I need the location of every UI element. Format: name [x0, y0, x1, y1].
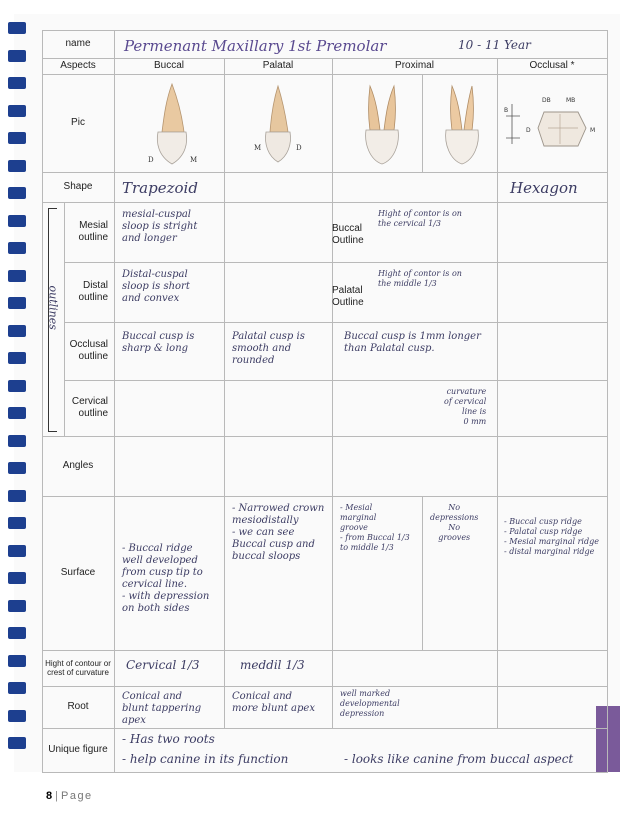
spiral-binding [8, 22, 26, 772]
unique-figure-line3: - looks like canine from buccal aspect [344, 752, 574, 766]
tooth-title: Permenant Maxillary 1st Premolar [124, 37, 387, 55]
binding-ring [8, 270, 26, 282]
distal-tooth-illustration [434, 80, 490, 168]
occlusal-mark-d: D [526, 127, 531, 134]
name-label: name [65, 38, 91, 49]
binding-ring [8, 325, 26, 337]
binding-ring [8, 490, 26, 502]
binding-ring [8, 600, 26, 612]
binding-ring [8, 160, 26, 172]
binding-ring [8, 517, 26, 529]
binding-ring [8, 737, 26, 749]
binding-ring [8, 77, 26, 89]
unique-figure-label: Unique figure [48, 744, 108, 755]
aspects-label: Aspects [60, 60, 96, 71]
outlines-brace-label: outlines [46, 285, 60, 330]
hight-of-contour-buccal: Cervical 1/3 [126, 658, 200, 672]
occlusal-mark-mb: MB [566, 97, 576, 104]
binding-ring [8, 215, 26, 227]
distal-outline-label: Distal outline [78, 280, 108, 303]
buccal-mark-m: M [190, 156, 198, 164]
occlusal-mark-m: M [590, 127, 596, 134]
cervical-outline-label: Cervical outline [71, 396, 108, 419]
hight-of-contour-palatal: meddil 1/3 [240, 658, 305, 672]
eruption-years: 10 - 11 Year [458, 38, 531, 52]
binding-ring [8, 50, 26, 62]
mesial-outline-buccal: mesial-cuspal sloop is stright and longer [122, 209, 198, 244]
occlusal-outline-proximal: Buccal cusp is 1mm longer than Palatal cusp. [344, 331, 481, 354]
pic-label: Pic [71, 117, 85, 128]
shape-label: Shape [63, 181, 93, 192]
buccal-outline-proximal: Hight of contor is on the cervical 1/3 [378, 209, 462, 228]
binding-ring [8, 435, 26, 447]
unique-figure-line1: - Has two roots [122, 732, 215, 746]
distal-outline-buccal: Distal-cuspal sloop is short and convex [122, 269, 190, 304]
binding-ring [8, 105, 26, 117]
hight-of-contour-label: Hight of contour or crest of curvature [45, 659, 111, 677]
aspect-proximal: Proximal [395, 60, 434, 71]
occlusal-tooth-illustration [502, 84, 602, 164]
surface-proximal-distal: No depressions No grooves [430, 503, 479, 542]
shape-buccal: Trapezoid [122, 179, 198, 197]
unique-figure-line2: - help canine in its function [122, 752, 289, 766]
binding-ring [8, 462, 26, 474]
surface-buccal: - Buccal ridge well developed from cusp tip to cervical line. - with depression on both sides [122, 543, 210, 614]
binding-ring [8, 682, 26, 694]
surface-occlusal: - Buccal cusp ridge - Palatal cusp ridge - Mesial marginal ridge - distal marginal ridge [504, 517, 599, 556]
palatal-tooth-illustration [248, 82, 308, 168]
buccal-tooth-illustration [142, 80, 202, 168]
aspect-occlusal: Occlusal * [529, 60, 575, 71]
binding-ring [8, 242, 26, 254]
page-footer [46, 790, 93, 802]
page-number: 8 [46, 790, 53, 802]
shape-occlusal: Hexagon [510, 179, 578, 197]
surface-palatal: - Narrowed crown mesiodistally - we can see Buccal cusp and buccal sloops [232, 503, 325, 562]
root-label: Root [67, 701, 89, 712]
binding-ring [8, 352, 26, 364]
palatal-mark-d: D [296, 144, 302, 152]
root-palatal: Conical and more blunt apex [232, 691, 315, 714]
root-buccal: Conical and blunt tappering apex [122, 691, 202, 726]
binding-ring [8, 545, 26, 557]
palatal-mark-m: M [254, 144, 262, 152]
occlusal-outline-buccal: Buccal cusp is sharp & long [122, 331, 195, 354]
buccal-mark-d: D [148, 156, 154, 164]
binding-ring [8, 407, 26, 419]
angles-label: Angles [62, 460, 94, 471]
binding-ring [8, 655, 26, 667]
palatal-outline-proximal: Hight of contor is on the middle 1/3 [378, 269, 462, 288]
occlusal-outline-palatal: Palatal cusp is smooth and rounded [232, 331, 305, 366]
binding-ring [8, 627, 26, 639]
binding-ring [8, 380, 26, 392]
occlusal-outline-label: Occlusal outline [69, 339, 108, 362]
page-word: Page [60, 790, 93, 802]
binding-ring [8, 132, 26, 144]
palatal-outline-label: Palatal Outline [332, 285, 364, 308]
binding-ring [8, 187, 26, 199]
footer-separator: | [55, 790, 58, 802]
binding-ring [8, 710, 26, 722]
aspect-palatal: Palatal [262, 60, 294, 71]
binding-ring [8, 572, 26, 584]
surface-label: Surface [60, 567, 96, 578]
binding-ring [8, 22, 26, 34]
premolar-table [42, 30, 608, 772]
buccal-outline-label: Buccal Outline [332, 223, 364, 246]
occlusal-mark-db: DB [542, 97, 551, 104]
mesial-outline-label: Mesial outline [78, 220, 108, 243]
aspect-buccal: Buccal [153, 60, 184, 71]
root-proximal: well marked developmental depression [340, 689, 400, 718]
mesial-tooth-illustration [354, 80, 410, 168]
occlusal-mark-b: B [504, 107, 509, 114]
cervical-outline-proximal: curvature of cervical line is 0 mm [444, 387, 487, 426]
surface-proximal-mesial: - Mesial marginal groove - from Buccal 1/3 to middle 1/3 [340, 503, 410, 552]
binding-ring [8, 297, 26, 309]
